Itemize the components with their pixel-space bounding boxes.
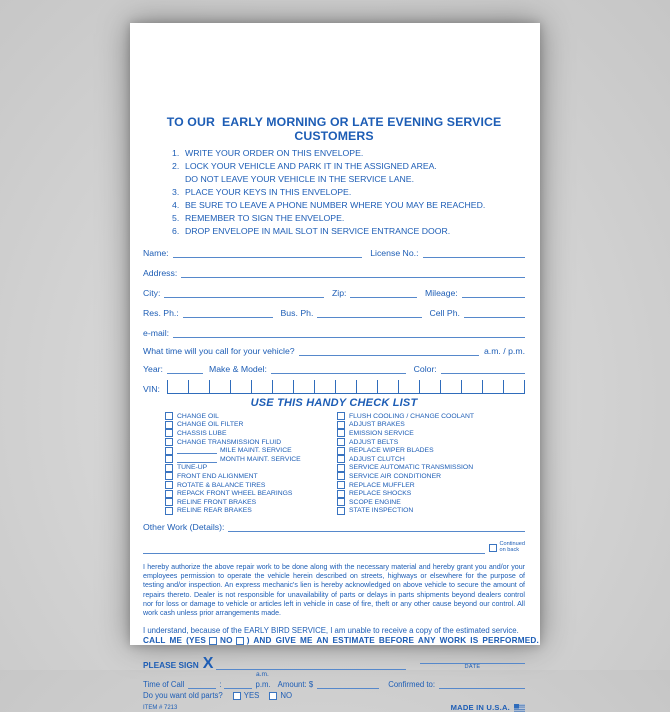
signature-x-mark: X [202,655,214,672]
call-me-yes-checkbox[interactable] [209,637,217,645]
checklist-item: CHANGE OIL [165,412,337,421]
usa-flag-icon [514,704,525,712]
checklist-right-column [337,412,525,515]
res-ph-label: Res. Ph.: [143,308,179,318]
checkbox[interactable] [165,429,173,437]
checklist-item: REPLACE SHOCKS [337,489,525,498]
checklist-item: FRONT END ALIGNMENT [165,472,337,481]
checkbox[interactable] [165,507,173,515]
instruction-line: 2. LOCK YOUR VEHICLE AND PARK IT IN THE ASSIGNED AREA. [172,161,437,171]
checklist [143,412,525,515]
checkbox[interactable] [165,481,173,489]
instructions-list [172,147,525,238]
page-title: TO OUR EARLY MORNING OR LATE EVENING SERVICE CUSTOMERS [166,115,505,143]
instruction-line: 4. BE SURE TO LEAVE A PHONE NUMBER WHERE YOU MAY BE REACHED. [172,200,486,210]
checklist-item: ROTATE & BALANCE TIRES [165,481,337,490]
other-work-row-2 [143,542,525,554]
mileage-input-line[interactable] [462,287,525,298]
time-minute-input-line[interactable] [224,678,252,689]
checklist-item-mile-maint: MILE MAINT. SERVICE [165,446,337,455]
checklist-item-month-maint: MONTH MAINT. SERVICE [165,455,337,464]
name-label: Name: [143,248,169,258]
checklist-item: RELINE REAR BRAKES [165,507,337,516]
email-input-line[interactable] [173,327,525,338]
vin-input-grid[interactable] [167,380,525,394]
instruction-line: 1. WRITE YOUR ORDER ON THIS ENVELOPE. [172,148,364,158]
yes-label: YES [243,691,260,700]
checklist-item: REPLACE MUFFLER [337,481,525,490]
call-me-no-checkbox[interactable] [236,637,244,645]
instruction-line: 5. REMEMBER TO SIGN THE ENVELOPE. [172,213,345,223]
zip-input-line[interactable] [350,287,417,298]
checkbox[interactable] [337,447,345,455]
license-input-line[interactable] [423,247,526,258]
checkbox[interactable] [165,464,173,472]
no-label: NO [280,691,293,700]
checklist-item: CHASSIS LUBE [165,429,337,438]
other-work-input-line-2[interactable] [143,543,485,554]
checkbox[interactable] [337,429,345,437]
name-input-line[interactable] [173,247,363,258]
date-label: DATE [464,664,481,670]
checklist-item: STATE INSPECTION [337,507,525,516]
item-number: ITEM # 7213 [143,704,178,711]
name-row [143,247,525,258]
confirmed-to-input-line[interactable] [439,678,525,689]
color-input-line[interactable] [441,363,525,374]
checklist-item: SERVICE AUTOMATIC TRANSMISSION [337,464,525,473]
colon: : [219,680,222,689]
checkbox[interactable] [337,481,345,489]
checkbox[interactable] [337,507,345,515]
other-work-input-line[interactable] [228,521,525,532]
year-input-line[interactable] [167,363,203,374]
checklist-title: USE THIS HANDY CHECK LIST [250,397,418,409]
confirmed-to-label: Confirmed to: [388,680,436,689]
amount-label: Amount: $ [277,680,314,689]
old-parts-no-checkbox[interactable] [269,692,277,700]
instruction-line: DO NOT LEAVE YOUR VEHICLE IN THE SERVICE LANE. [185,174,414,184]
checklist-item: SCOPE ENGINE [337,498,525,507]
signature-input-line[interactable] [216,659,406,670]
mileage-label: Mileage: [424,288,458,298]
am-label: a.m. [256,671,269,678]
amount-input-line[interactable] [317,678,379,689]
checklist-item: REPACK FRONT WHEEL BEARINGS [165,489,337,498]
checkbox[interactable] [165,438,173,446]
continued-on-back [489,542,525,554]
checklist-item: ADJUST BELTS [337,438,525,447]
phones-row [143,307,525,318]
checkbox[interactable] [337,490,345,498]
address-row [143,267,525,278]
checkbox[interactable] [337,472,345,480]
continued-checkbox[interactable] [489,544,497,552]
time-hour-input-line[interactable] [188,678,216,689]
license-label: License No.: [370,248,419,258]
old-parts-label: Do you want old parts? [143,691,223,700]
checklist-item: EMISSION SERVICE [337,429,525,438]
checkbox[interactable] [165,498,173,506]
time-of-call-row [143,678,525,689]
old-parts-yes-checkbox[interactable] [233,692,241,700]
other-work-label: Other Work (Details): [143,522,225,533]
checklist-item: TUNE-UP [165,464,337,473]
call-time-input-line[interactable] [299,345,479,356]
authorization-text: I hereby authorize the above repair work to be done along with the necessary material and hereby grant you and/or your employees permission to operate the vehicle herein described on streets, highways or elsewhere for the purpose of testing and/or inspection. An express mechanic's lien is hereby acknowledged on above vehicle to secure the amount of repairs thereto. Dealer is not responsible for unavailability of parts or delays in parts shipments beyond dealers control nor for loss or damage to vehicle or articles left in vehicle in case of fire, theft or any other cause beyond our control. All work cash unless prior arrangements made. [143,562,525,618]
city-row [143,287,525,298]
make-model-label: Make & Model: [208,364,267,374]
estimate-notice: I understand, because of the EARLY BIRD SERVICE, I am unable to receive a copy of the estimated service. [143,625,519,635]
call-time-row [143,345,525,356]
am-pm-label: a.m. / p.m. [483,346,525,356]
checklist-item: CHANGE OIL FILTER [165,421,337,430]
vin-label: VIN: [143,384,160,394]
email-row [143,327,525,338]
checklist-left-column [165,412,337,515]
made-in-usa: MADE IN U.S.A. [451,703,525,712]
checklist-item: CHANGE TRANSMISSION FLUID [165,438,337,447]
checkbox[interactable] [337,498,345,506]
year-label: Year: [143,364,163,374]
vehicle-row [143,363,525,374]
checkbox[interactable] [337,455,345,463]
email-label: e-mail: [143,328,170,338]
checkbox[interactable] [337,464,345,472]
vin-row [143,380,525,394]
continued-label: Continued on back [499,541,525,553]
month-blank-line[interactable] [177,456,217,463]
cell-ph-label: Cell Ph. [429,308,460,318]
cell-ph-input-line[interactable] [464,307,525,318]
bus-ph-label: Bus. Ph. [280,308,314,318]
make-model-input-line[interactable] [271,363,406,374]
checkbox[interactable] [337,421,345,429]
time-of-call-label: Time of Call [143,680,185,689]
zip-label: Zip: [331,288,347,298]
checklist-item: FLUSH COOLING / CHANGE COOLANT [337,412,525,421]
other-work-row [143,521,525,532]
checklist-item: ADJUST BRAKES [337,421,525,430]
signature-row [143,653,525,670]
checkbox[interactable] [165,447,173,455]
please-sign-label: PLEASE SIGN [143,660,199,670]
service-envelope-form [130,23,540,712]
checkbox[interactable] [165,490,173,498]
old-parts-row [143,691,525,700]
checklist-item: RELINE FRONT BRAKES [165,498,337,507]
checkbox[interactable] [165,412,173,420]
color-label: Color: [413,364,437,374]
address-label: Address: [143,268,178,278]
call-me-row: CALL ME (YES NO ) AND GIVE ME AN ESTIMATE BEFORE ANY WORK IS PERFORMED. [143,636,539,645]
footer-row [143,703,525,712]
checkbox[interactable] [165,421,173,429]
checkbox[interactable] [337,412,345,420]
date-input-line[interactable] [420,653,525,664]
instruction-line: 6. DROP ENVELOPE IN MAIL SLOT IN SERVICE ENTRANCE DOOR. [172,226,451,236]
checkbox[interactable] [165,472,173,480]
city-label: City: [143,288,161,298]
city-input-line[interactable] [164,287,324,298]
address-input-line[interactable] [181,267,525,278]
mileage-blank-line[interactable] [177,447,217,454]
call-time-label: What time will you call for your vehicle? [143,346,295,356]
checklist-item: ADJUST CLUTCH [337,455,525,464]
pm-label: p.m. [255,680,271,689]
checklist-item: REPLACE WIPER BLADES [337,446,525,455]
date-group [420,653,525,670]
checkbox[interactable] [165,455,173,463]
bus-ph-input-line[interactable] [317,307,421,318]
instruction-line: 3. PLACE YOUR KEYS IN THIS ENVELOPE. [172,187,352,197]
checkbox[interactable] [337,438,345,446]
res-ph-input-line[interactable] [183,307,273,318]
checklist-item: SERVICE AIR CONDITIONER [337,472,525,481]
